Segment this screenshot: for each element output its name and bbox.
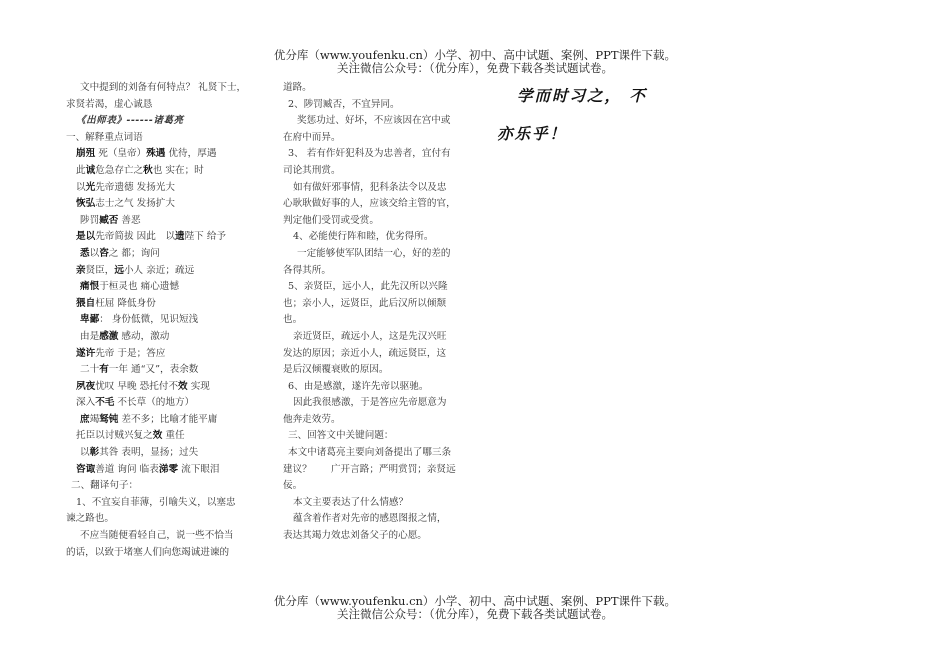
text-line	[283, 412, 480, 429]
key-term: 咨诹	[76, 463, 96, 475]
text-run: 《出师表》------诸葛亮	[76, 115, 184, 127]
text-run: 差不多；比喻才能平庸	[118, 413, 218, 425]
key-term: 感激	[99, 330, 119, 342]
footer-line-1: 优分库（www.youfenku.cn）小学、初中、高中试题、案例、PPT课件下载。	[273, 594, 677, 608]
text-run: 三、回答文中关键问题：	[288, 430, 394, 442]
text-run: 善恶	[118, 214, 141, 226]
text-run: 二、翻译句子：	[71, 480, 139, 492]
key-term: 涕零	[158, 463, 179, 475]
key-term: 效	[152, 430, 163, 442]
text-line	[66, 379, 261, 396]
text-line	[283, 146, 480, 163]
text-line	[283, 246, 480, 263]
key-term: 卑鄙	[80, 314, 100, 326]
text-run: 一年 通“又”，表余数	[108, 364, 199, 376]
text-line	[66, 462, 261, 479]
key-term: 殊遇	[146, 148, 166, 160]
text-line	[283, 445, 480, 462]
text-run: 以	[80, 447, 90, 459]
text-line	[283, 130, 480, 147]
text-run: 死（皇帝）	[95, 148, 147, 160]
text-run: 先帝遗德 发扬光大	[95, 181, 175, 193]
key-term: 秋	[143, 164, 153, 176]
text-line	[66, 329, 261, 346]
text-run: 之 都；询问	[108, 247, 160, 259]
text-line	[66, 163, 261, 180]
text-run: 此	[76, 164, 86, 176]
text-line	[66, 511, 261, 528]
page-header	[0, 49, 950, 75]
text-line	[66, 229, 261, 246]
text-run: 2、陟罚臧否，不宜异同。	[288, 98, 400, 110]
text-run: 重任	[162, 430, 185, 442]
text-line	[66, 80, 261, 97]
text-line	[66, 312, 261, 329]
key-term: 悉	[80, 247, 90, 259]
text-run: 奖惩功过、好坏，不应该因在宫中或	[297, 115, 451, 127]
text-line	[66, 528, 261, 545]
text-line	[283, 395, 480, 412]
key-term: 是以	[76, 231, 96, 243]
key-term: 不毛	[95, 397, 115, 409]
text-run: 也。	[283, 314, 303, 326]
text-line	[66, 346, 261, 363]
text-line	[283, 213, 480, 230]
header-line-2: 关注微信公众号：（优分库），免费下载各类试题试卷。	[337, 61, 613, 75]
text-line	[66, 97, 261, 114]
text-run: 判定他们受罚或受赏。	[283, 214, 379, 226]
page-footer	[0, 595, 950, 621]
text-run: 竭	[89, 413, 100, 425]
text-run: 文中提到的刘备有何特点？ 礼贤下士，	[80, 82, 247, 93]
key-term: 驽钝	[99, 413, 119, 425]
text-line	[283, 279, 480, 296]
key-term: 猥自	[76, 297, 96, 309]
key-term: 痛恨	[80, 281, 100, 293]
text-run: 因此我很感激，于是答应先帝愿意为	[293, 397, 447, 409]
text-line	[283, 163, 480, 180]
text-run: 优待，厚遇	[165, 148, 217, 160]
text-line	[66, 362, 261, 379]
key-term: 亲	[76, 264, 86, 276]
text-run: 是后汉倾覆衰败的原因。	[283, 364, 389, 376]
text-run: 托臣以讨贼兴复之	[76, 430, 153, 442]
key-term: 恢弘	[76, 198, 96, 210]
text-line	[283, 312, 480, 329]
text-run: 先帝简拔 因此 以	[95, 231, 175, 243]
text-run: 陟罚	[80, 214, 100, 226]
text-line	[283, 528, 480, 545]
text-run: 发达的原因；亲近小人，疏远贤臣，这	[283, 347, 447, 359]
middle-column	[283, 80, 480, 545]
text-run: 建议？ 广开言路；严明赏罚；亲贤远	[283, 463, 456, 475]
text-line	[283, 113, 480, 130]
key-term: 遗	[175, 231, 185, 243]
text-line	[283, 97, 480, 114]
text-run: 司论其刑赏。	[283, 164, 341, 176]
text-run: 佞。	[283, 480, 303, 492]
key-term: 远	[114, 264, 124, 276]
text-line	[283, 80, 480, 97]
text-run: 一、解释重点词语	[66, 131, 143, 143]
text-line	[66, 545, 261, 562]
text-line	[66, 246, 261, 263]
key-term: 光	[85, 181, 96, 193]
key-term: 臧否	[99, 214, 119, 226]
text-run: 不长草（的地方）	[114, 397, 195, 409]
text-run: 表达其竭力效忠刘备父子的心愿。	[283, 530, 427, 542]
key-term: 庶	[80, 413, 90, 425]
text-run: 在府中而异。	[283, 131, 341, 143]
footer-line-2: 关注微信公众号：（优分库），免费下载各类试题试卷。	[337, 607, 613, 621]
text-run: 于桓灵也 痛心遗憾	[99, 281, 179, 293]
text-run: 流下眼泪	[178, 463, 220, 475]
text-run: 实现	[187, 380, 210, 392]
text-run: 谏之路也。	[66, 513, 114, 525]
text-run: 一定能够使军队团结一心，好的差的	[297, 247, 451, 259]
key-term: 有	[99, 364, 109, 376]
text-run: 其咎 表明，显扬；过失	[99, 447, 199, 459]
text-line	[66, 130, 261, 147]
text-run: 枉屈 降低身份	[95, 297, 156, 309]
text-line	[66, 412, 261, 429]
text-line	[66, 263, 261, 280]
key-term: 诚	[85, 164, 96, 176]
text-run: 1、不宜妄自菲薄，引喻失义，以塞忠	[76, 496, 236, 508]
text-run: 4、必能使行阵和睦，优劣得所。	[293, 231, 434, 243]
text-run: 贤臣，	[85, 264, 115, 276]
text-line	[283, 428, 480, 445]
key-term: 效	[178, 380, 188, 392]
text-line	[66, 296, 261, 313]
text-run: 二十	[80, 364, 100, 376]
text-line	[66, 495, 261, 512]
text-run: 小人 亲近；疏远	[123, 264, 195, 276]
text-run: 也；亲小人，远贤臣，此后汉所以倾颓	[283, 297, 447, 309]
text-line	[66, 146, 261, 163]
text-line	[283, 495, 480, 512]
text-line	[66, 478, 261, 495]
text-line	[66, 428, 261, 445]
text-run: ： 身份低微，见识短浅	[99, 314, 199, 326]
text-run: 由是	[80, 330, 100, 342]
text-run: 善道 询问 临表	[95, 463, 159, 475]
text-line	[66, 395, 261, 412]
motto-line-2: 亦乐乎！	[497, 125, 568, 143]
text-run: 3、 若有作奸犯科及为忠善者，宜付有	[288, 148, 451, 160]
text-run: 道路。	[283, 82, 312, 93]
text-line	[283, 229, 480, 246]
text-run: 求贤若渴，虚心诚恳	[66, 98, 153, 110]
text-line	[66, 113, 261, 130]
text-line	[283, 196, 480, 213]
text-run: 如有做奸邪事情，犯科条法令以及忠	[293, 181, 447, 193]
text-run: 忧叹 早晚 恐托付不	[95, 380, 179, 392]
text-line	[66, 196, 261, 213]
text-run: 本文中诸葛亮主要向刘备提出了哪三条	[288, 447, 452, 459]
key-term: 崩殂	[76, 148, 96, 160]
text-run: 心耿耿做好事的人，应该交给主管的官，	[283, 198, 456, 210]
text-line	[66, 445, 261, 462]
text-run: 6、由是感激，遂许先帝以驱驰。	[288, 380, 429, 392]
text-line	[283, 379, 480, 396]
text-run: 感动，激动	[118, 330, 170, 342]
key-term: 遂许	[76, 347, 96, 359]
text-run: 本文主要表达了什么情感？	[293, 496, 409, 508]
text-line	[66, 213, 261, 230]
key-term: 咨	[99, 247, 109, 259]
text-run: 蕴含着作者对先帝的感恩图报之情，	[293, 513, 447, 525]
key-term: 彰	[89, 447, 100, 459]
text-line	[283, 296, 480, 313]
text-line	[66, 180, 261, 197]
text-run: 志士之气 发扬扩大	[95, 198, 175, 210]
text-run: 他奔走效劳。	[283, 413, 341, 425]
header-line-1: 优分库（www.youfenku.cn）小学、初中、高中试题、案例、PPT课件下载。	[273, 48, 677, 62]
text-line	[66, 279, 261, 296]
text-run: 深入	[76, 397, 96, 409]
text-line	[283, 462, 480, 479]
motto-line-1: 学而时习之， 不	[517, 87, 647, 105]
text-run: 不应当随便看轻自己，说一些不恰当	[80, 530, 234, 542]
text-run: 以	[76, 181, 86, 193]
text-run: 亲近贤臣，疏远小人，这是先汉兴旺	[293, 330, 447, 342]
text-line	[283, 511, 480, 528]
text-run: 陛下 给予	[184, 231, 227, 243]
text-line	[283, 362, 480, 379]
text-run: 的话，以致于堵塞人们向您竭诚进谏的	[66, 546, 230, 558]
text-run: 危急存亡之	[95, 164, 144, 176]
text-line	[283, 346, 480, 363]
text-run: 以	[89, 247, 100, 259]
text-line	[283, 329, 480, 346]
text-line	[283, 180, 480, 197]
text-line	[283, 263, 480, 280]
key-term: 夙夜	[76, 380, 96, 392]
text-run: 5、亲贤臣，远小人，此先汉所以兴隆	[288, 281, 448, 293]
text-run: 各得其所。	[283, 264, 331, 276]
text-run: 也 实在；时	[152, 164, 204, 176]
left-column	[66, 80, 261, 561]
text-line	[283, 478, 480, 495]
text-run: 先帝 于是；答应	[95, 347, 166, 359]
